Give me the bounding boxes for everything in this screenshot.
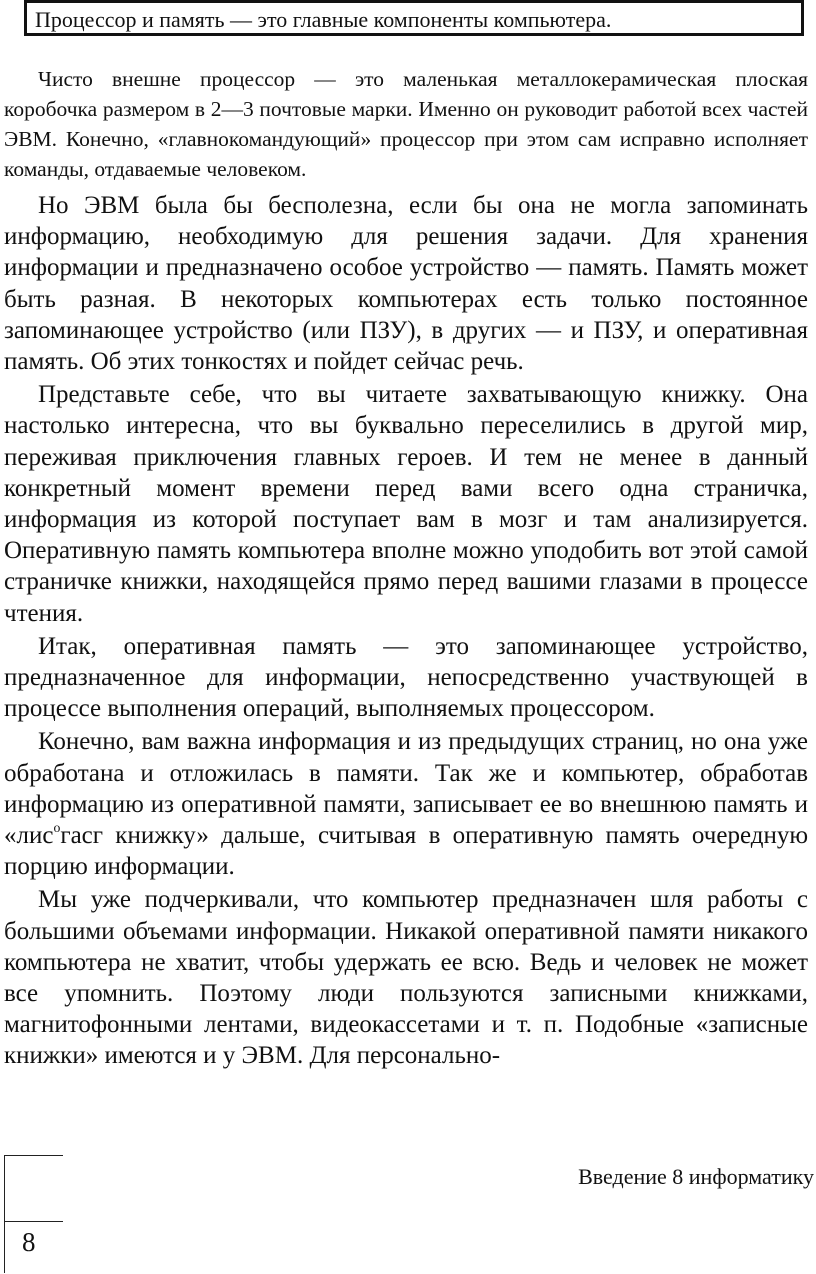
paragraph-5: [4, 726, 808, 882]
running-footer-title: Введение 8 информатику: [578, 1164, 814, 1189]
paragraph-3: Представьте себе, что вы читаете захватывающую книжку. Она настолько интересна, что вы буквально переселились в другой мир, переживая приключения главных героев. И тем не менее в данный конкретный момент времени перед вами всего одна страничка, информация из которой поступает вам в мозг и там анализируется. Оперативную память компьютера вполне можно уподобить вот этой самой страничке книжки, находящейся прямо перед вашими глазами в процессе чтения.: [4, 381, 808, 627]
body-text: [4, 64, 808, 1074]
paragraph-5-text-before: Конечно, вам важна информация и из предыдущих страниц, но она уже обработана и отложилась в памяти. Так же и компьютер, обработав информацию из оперативной памяти, записывает ее во внешнюю память и «лис: [4, 728, 808, 850]
footer-divider-middle: [5, 1221, 63, 1222]
chapter-header-box: [24, 0, 804, 36]
paragraph-1: Чисто внешне процессор — это маленькая металлокерамическая плоская коробочка размером в 2—3 почтовые марки. Именно он руководит работой всех частей ЭВМ. Конечно, «главнокомандующий» процессор при этом сам исправно исполняет команды, отдаваемые человеком.: [4, 67, 808, 181]
footer-divider-top: [5, 1155, 63, 1156]
paragraph-2: Но ЭВМ была бы бесполезна, если бы она не могла запоминать информацию, необходимую для решения задачи. Для хранения информации и предназначено особое устройство — память. Память может быть разная. В некоторых компьютерах есть только постоянное запоминающее устройство (или ПЗУ), в других — и ПЗУ, и оперативная память. Об этих тонкостях и пойдет сейчас речь.: [4, 192, 808, 376]
chapter-header-title: Процессор и память — это главные компоненты компьютера.: [35, 7, 612, 32]
paragraph-6: Мы уже подчеркивали, что компьютер предназначен шля работы с большими объемами информации. Никакой оперативной памяти никакого компьютера не хватит, чтобы удержать ее всю. Ведь и человек не может все упомнить. Поэтому люди пользуются записными книжками, магнитофонными лентами, видеокассетами и т. п. Подобные «записные книжки» имеются и у ЭВМ. Для персонально-: [4, 886, 808, 1070]
page-number: 8: [22, 1227, 36, 1257]
paragraph-5-superscript: о: [53, 820, 61, 836]
paragraph-5-text-after: гасг книжку» дальше, считывая в оперативную память очередную порцию информации.: [4, 822, 808, 881]
paragraph-4: Итак, оперативная память — это запоминающее устройство, предназначенное для информации, непосредственно участвующей в процессе выполнения операций, выполняемых процессором.: [4, 632, 808, 723]
